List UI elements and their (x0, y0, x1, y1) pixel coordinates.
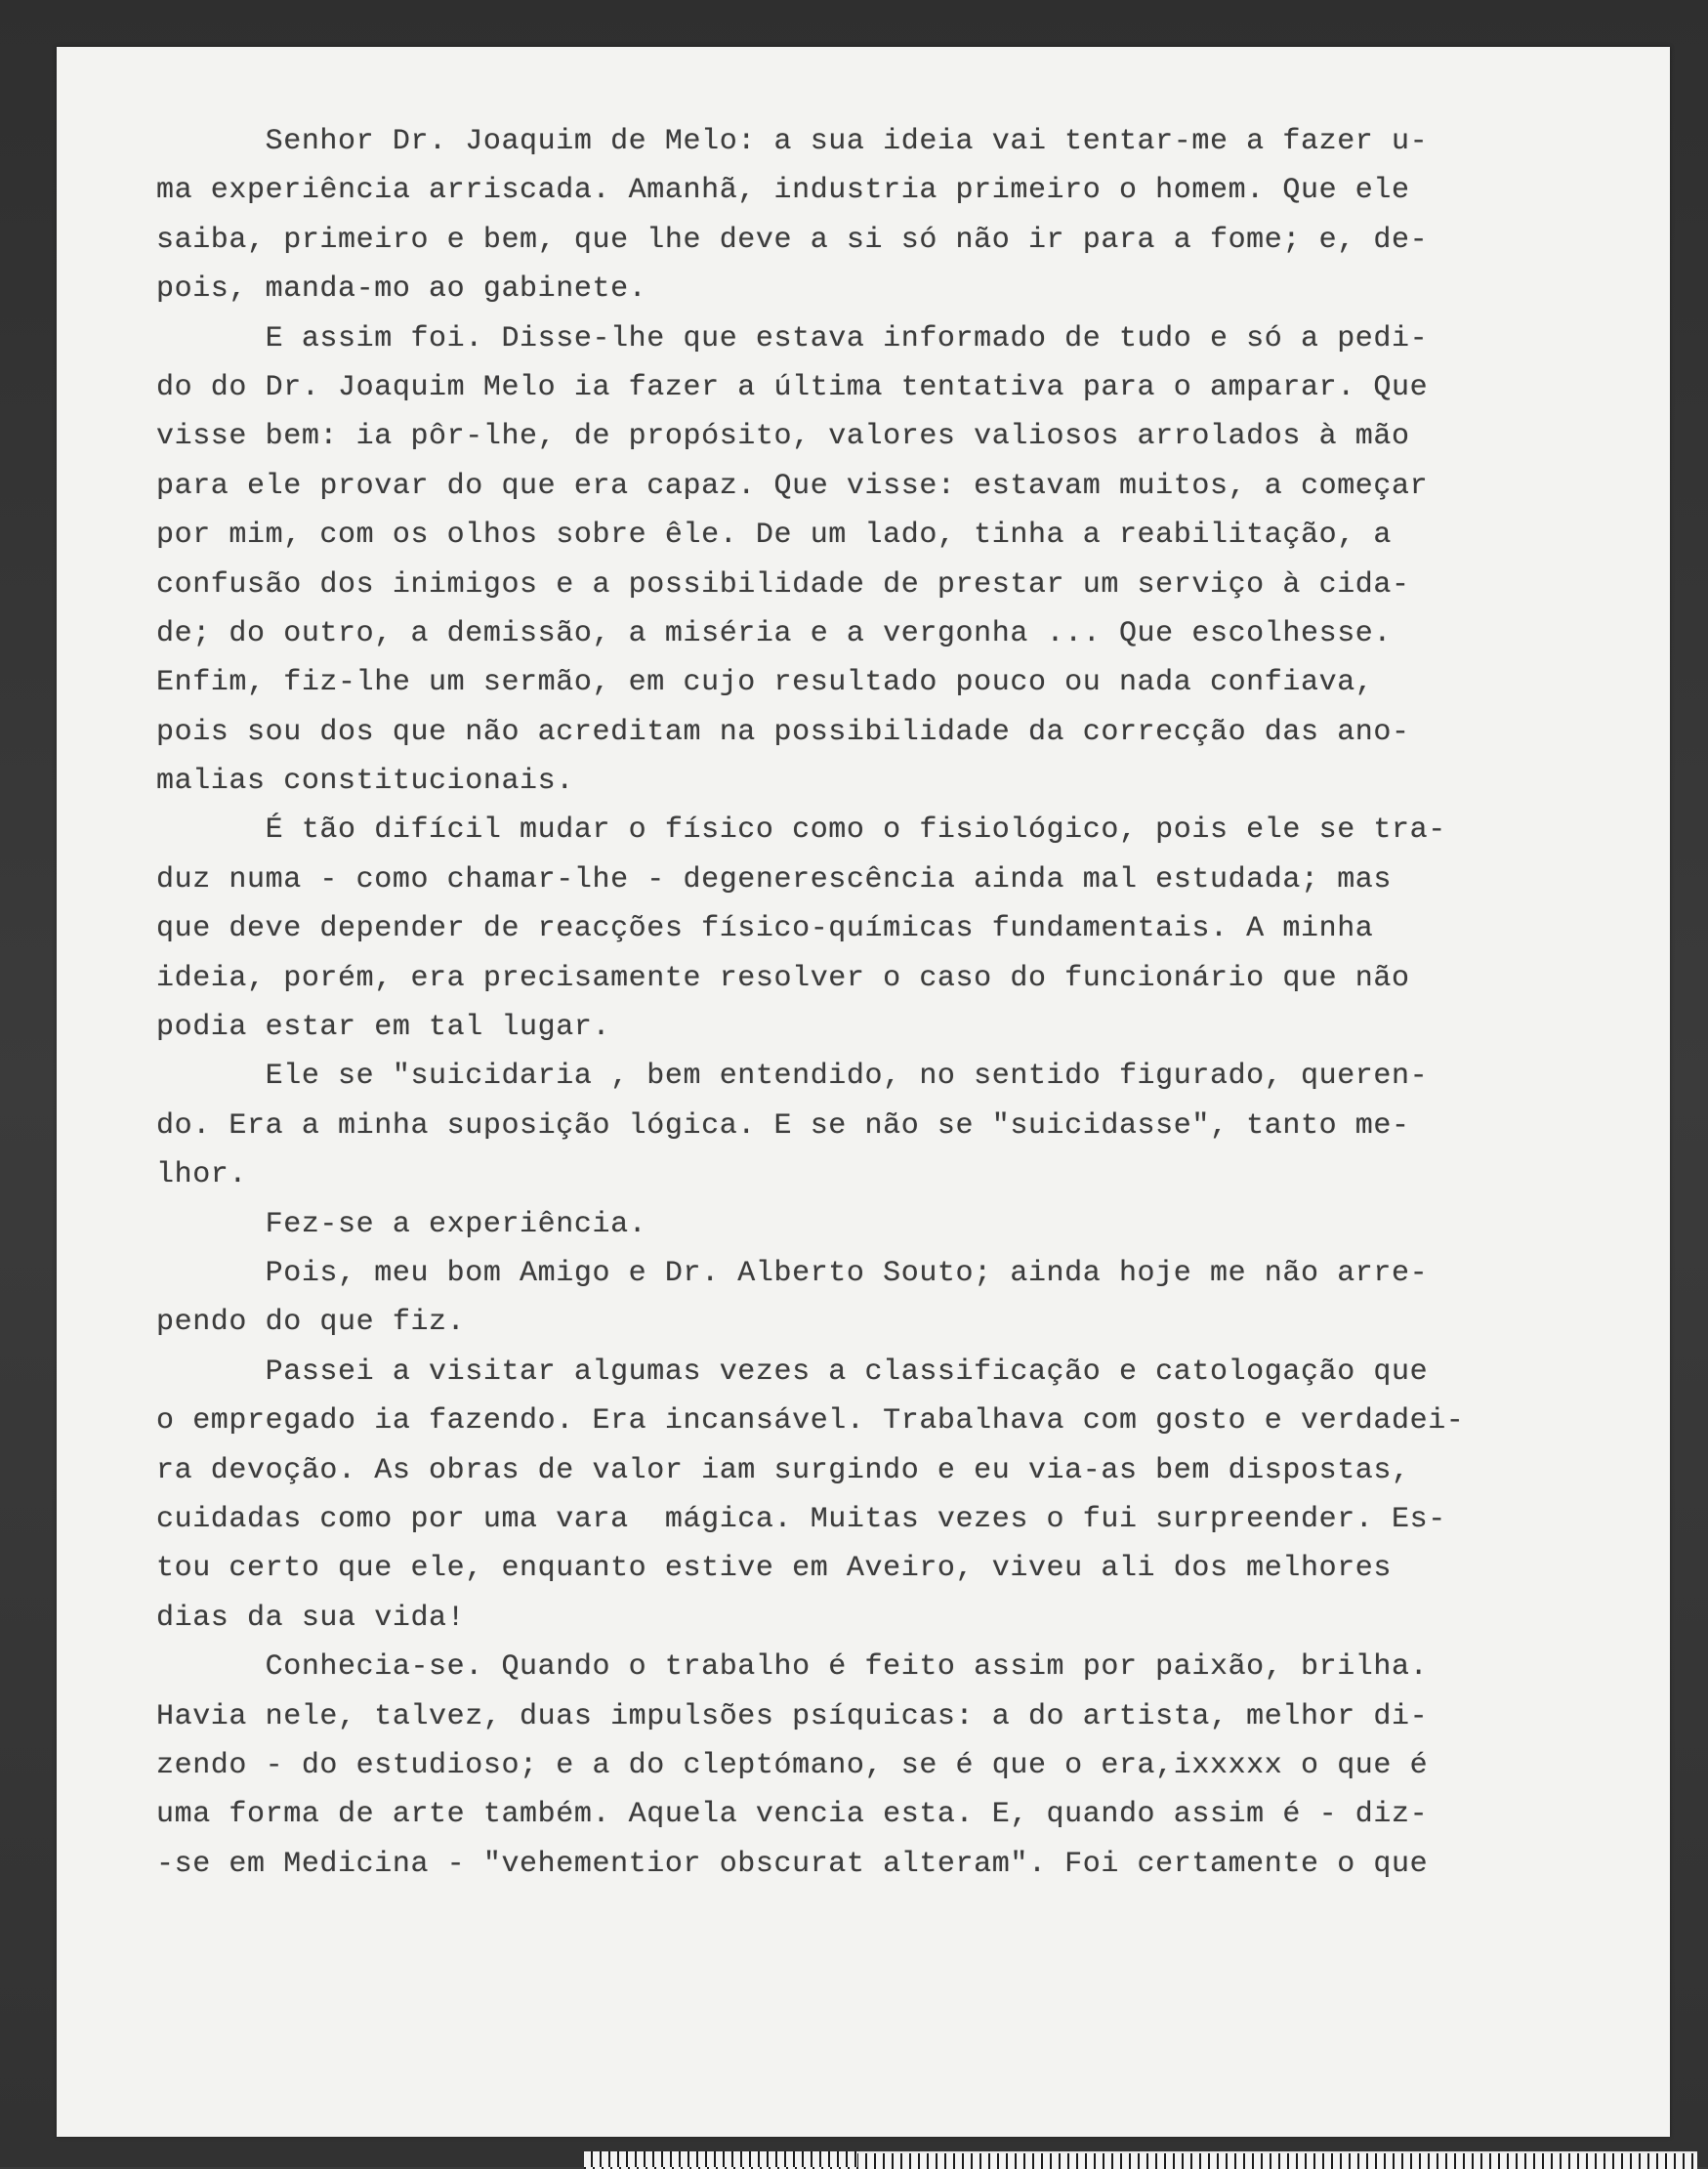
text-line: pendo do que fiz. (156, 1306, 466, 1340)
text-line: que deve depender de reacções físico-químicas fundamentais. A minha (156, 912, 1374, 946)
text-line: o empregado ia fazendo. Era incansável. Trabalhava com gosto e verdadei- (156, 1404, 1465, 1439)
text-line: zendo - do estudioso; e a do cleptómano, se é que o era,ixxxxx o que é (156, 1748, 1429, 1782)
text-line: pois, manda-mo ao gabinete. (156, 272, 647, 307)
text-line: podia estar em tal lugar. (156, 1011, 611, 1045)
text-line: Havia nele, talvez, duas impulsões psíquicas: a do artista, melhor di- (156, 1699, 1429, 1733)
text-line: ma experiência arriscada. Amanhã, industria primeiro o homem. Que ele (156, 174, 1410, 208)
text-line: malias constitucionais. (156, 765, 574, 799)
text-line: -se em Medicina - "vehementior obscurat alteram". Foi certamente o que (156, 1847, 1429, 1881)
text-line: Enfim, fiz-lhe um sermão, em cujo resultado pouco ou nada confiava, (156, 666, 1374, 700)
text-line: Pois, meu bom Amigo e Dr. Alberto Souto; ainda hoje me não arre- (156, 1256, 1429, 1290)
text-line: Conhecia-se. Quando o trabalho é feito assim por paixão, brilha. (156, 1650, 1429, 1685)
text-line: uma forma de arte também. Aquela vencia esta. E, quando assim é - diz- (156, 1798, 1429, 1832)
text-line: cuidadas como por uma vara mágica. Muitas vezes o fui surpreender. Es- (156, 1502, 1446, 1536)
text-line: Senhor Dr. Joaquim de Melo: a sua ideia vai tentar-me a fazer u- (156, 125, 1429, 158)
text-line: do. Era a minha suposição lógica. E se não se "suicidasse", tanto me- (156, 1108, 1410, 1143)
text-line: confusão dos inimigos e a possibilidade de prestar um serviço à cida- (156, 567, 1410, 602)
text-line: de; do outro, a demissão, a miséria e a vergonha ... Que escolhesse. (156, 616, 1392, 650)
text-line: visse bem: ia pôr-lhe, de propósito, valores valiosos arrolados à mão (156, 420, 1410, 454)
text-line: pois sou dos que não acreditam na possibilidade da correcção das ano- (156, 715, 1410, 749)
text-line: E assim foi. Disse-lhe que estava informado de tudo e só a pedi- (156, 321, 1429, 355)
text-line: Fez-se a experiência. (156, 1207, 647, 1241)
text-line: do do Dr. Joaquim Melo ia fazer a última tentativa para o amparar. Que (156, 370, 1429, 404)
text-line: dias da sua vida! (156, 1601, 466, 1635)
typewritten-body (156, 117, 1562, 1889)
text-line: por mim, com os olhos sobre êle. De um lado, tinha a reabilitação, a (156, 519, 1392, 553)
text-line: tou certo que ele, enquanto estive em Aveiro, viveu ali dos melhores (156, 1552, 1392, 1586)
text-line: ideia, porém, era precisamente resolver o caso do funcionário que não (156, 961, 1410, 995)
text-line: ra devoção. As obras de valor iam surgindo e eu via-as bem dispostas, (156, 1453, 1410, 1487)
text-line: para ele provar do que era capaz. Que visse: estavam muitos, a começar (156, 469, 1429, 503)
text-line: lhor. (156, 1158, 248, 1192)
text-line: Passei a visitar algumas vezes a classificação e catologação que (156, 1355, 1429, 1389)
text-line: Ele se "suicidaria , bem entendido, no sentido figurado, queren- (156, 1060, 1429, 1094)
text-line: saiba, primeiro e bem, que lhe deve a si só não ir para a fome; e, de- (156, 223, 1429, 257)
scan-calibration-scale-segment (584, 2151, 857, 2167)
text-line: duz numa - como chamar-lhe - degenerescência ainda mal estudada; mas (156, 862, 1392, 897)
text-line: É tão difícil mudar o físico como o fisiológico, pois ele se tra- (156, 813, 1446, 848)
